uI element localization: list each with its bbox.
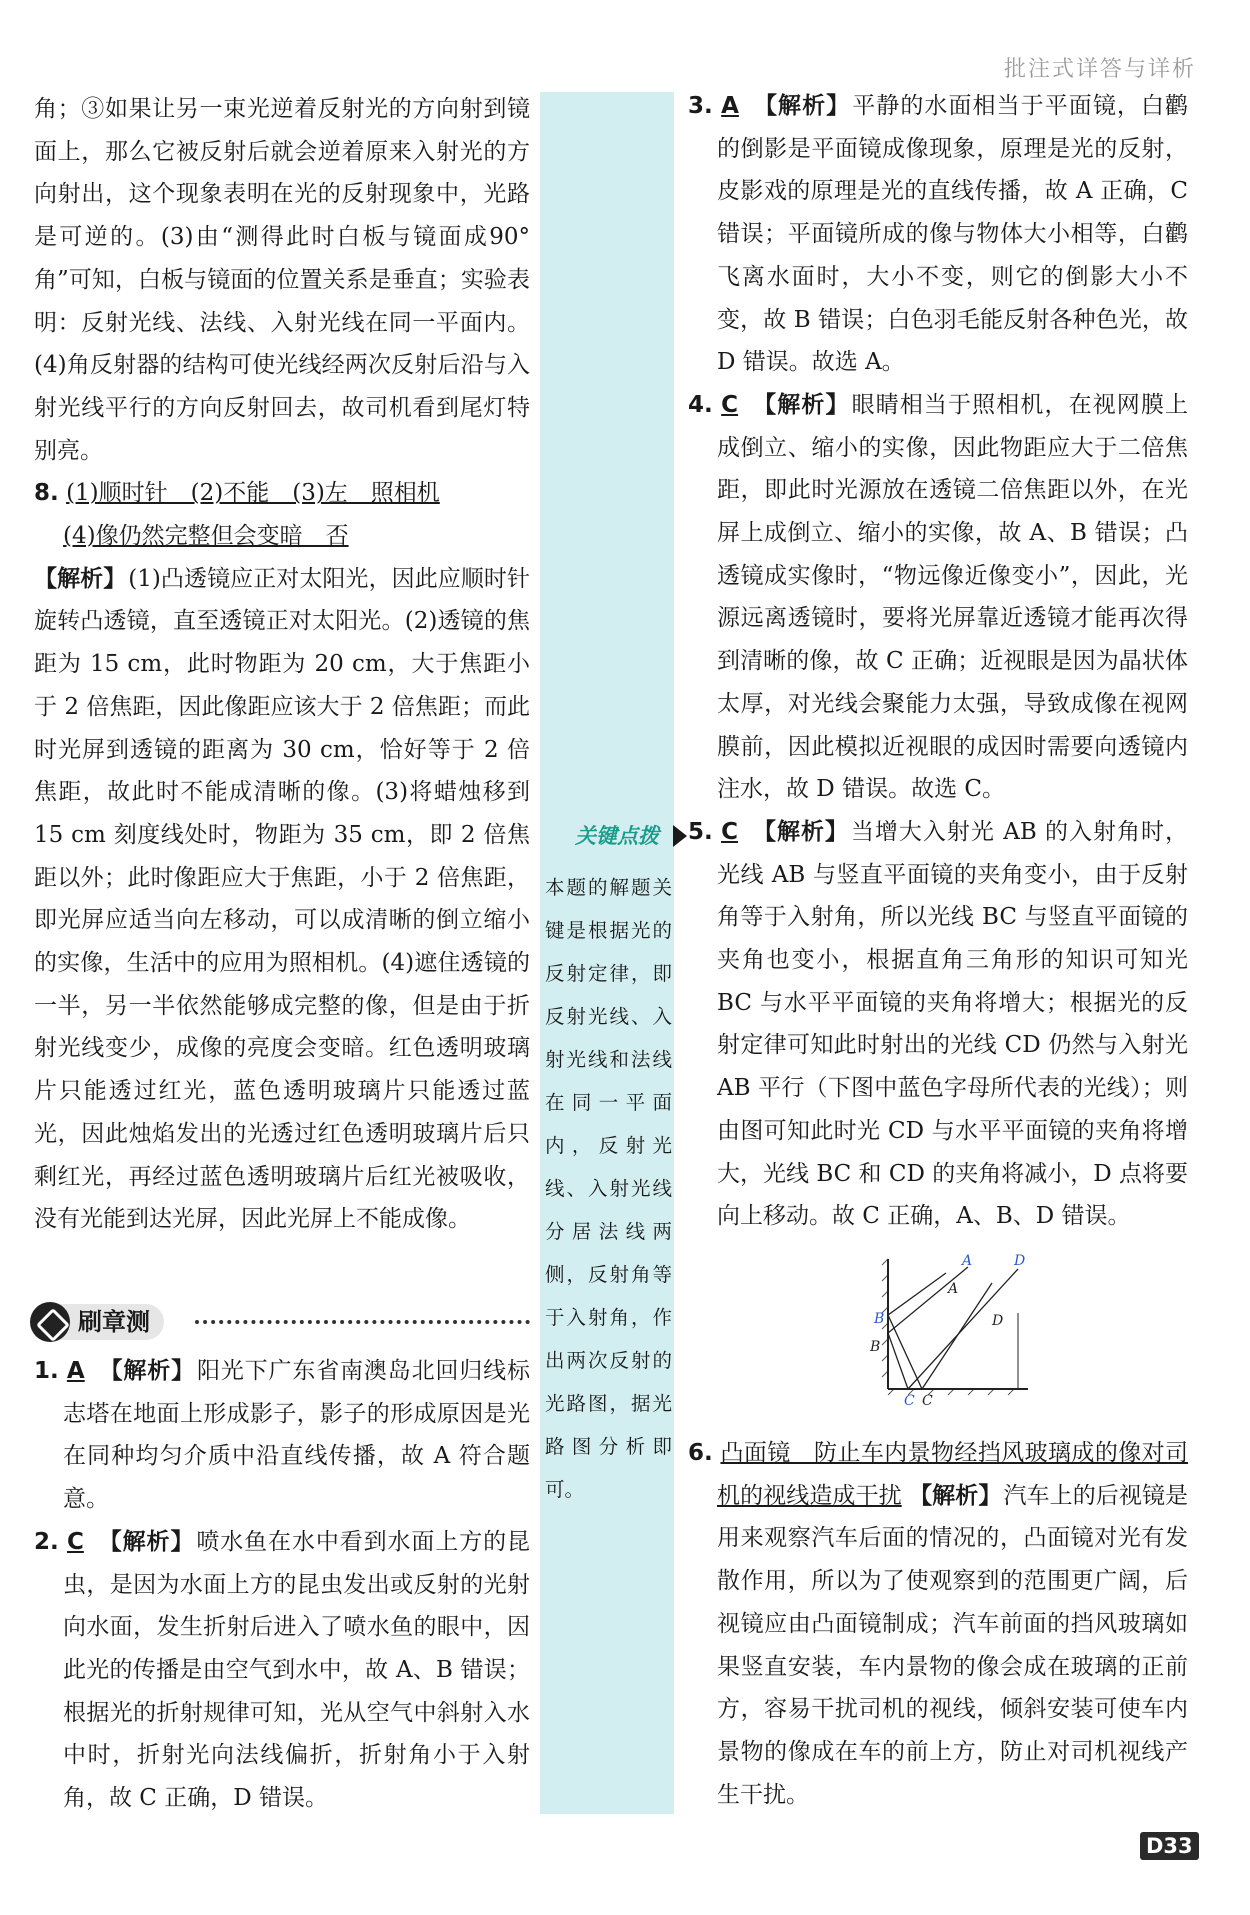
left-column-bottom (34, 1350, 530, 1820)
chapter-test-label: 刷章测 (58, 1304, 164, 1340)
tip-arrow-icon (673, 825, 687, 847)
label-C: C (922, 1393, 933, 1408)
label-A: A (948, 1281, 959, 1297)
dotted-divider (195, 1320, 530, 1324)
page-header: 批注式详答与详析 (1003, 57, 1196, 82)
chapter-test-heading (30, 1300, 530, 1346)
q5-item: 5. C 【解析】当增大入射光 AB 的入射角时，光线 AB 与竖直平面镜的夹角变小，由于反射角等于入射角，所以光线 BC 与竖直平面镜的夹角也变小，根据直角三角形的知识可知光 BC 与水平平面镜的夹角将增大；根据光的反射定律可知此时射出的光线 CD 仍然与入射光 AB 平行（下图中蓝色字母所代表的光线）；则由图可知此时光 CD 与水平平面镜的夹角将增大，光线 BC 和 CD 的夹角将减小，D 点将要向上移动。故 C 正确，A、B、D 错误。 (688, 818, 1189, 1230)
q8-answer: 8. (1)顺时针 (2)不能 (3)左 照相机 (4)像仍然完整但会变暗 否 (34, 480, 440, 550)
label-B-blue: B (874, 1311, 885, 1327)
q8-analysis: 【解析】(1)凸透镜应正对太阳光，因此应顺时针旋转凸透镜，直至透镜正对太阳光。(2)透镜的焦距为 15 cm，此时物距为 20 cm，大于焦距小于 2 倍焦距，因此像距应该大于 2 倍焦距；而此时光屏到透镜的距离为 30 cm，恰好等于 2 倍焦距，故此时不能成清晰的像。(3)将蜡烛移到 15 cm 刻度线处时，物距为 35 cm，即 2 倍焦距以外；此时像距应大于焦距，小于 2 倍焦距，即光屏应适当向左移动，可以成清晰的倒立缩小的实像，生活中的应用为照相机。(4)遮住透镜的一半，另一半依然能够成完整的像，但是由于折射光线变少，成像的亮度会变暗。红色透明玻璃片只能透过红光，蓝色透明玻璃片只能透过蓝光，因此烛焰发出的光透过红色透明玻璃片后只剩红光，再经过蓝色透明玻璃片后红光被吸收，没有光能到达光屏，因此光屏上不能成像。 (34, 565, 530, 1233)
tip-text: 本题的解题关键是根据光的反射定律，即反射光线、入射光线和法线在同一平面内，反射光线、入射光线分居法线两侧，反射角等于入射角，作出两次反射的光路图，据光路图分析即可。 (545, 876, 672, 1501)
q4-item: 4. C 【解析】眼睛相当于照相机，在视网膜上成倒立、缩小的实像，因此物距应大于二倍焦距，即此时光源放在透镜二倍焦距以外，在光屏上成倒立、缩小的实像，故 A、B 错误；凸透镜成实像时，“物远像近像变小”，因此，光源远离透镜时，要将光屏靠近透镜才能再次得到清晰的像，故 C 正确；近视眼是因为晶状体太厚，对光线会聚能力太强，导致成像在视网膜前，因此模拟近视眼的成因时需要向透镜内注水，故 D 错误。故选 C。 (688, 391, 1189, 803)
q3-item: 3. A 【解析】平静的水面相当于平面镜，白鹳的倒影是平面镜成像现象，原理是光的反射，皮影戏的原理是光的直线传播，故 A 正确，C 错误；平面镜所成的像与物体大小相等，白鹳飞离水面时，大小不变，则它的倒影大小不变，故 B 错误；白色羽毛能反射各种色光，故 D 错误。故选 A。 (688, 93, 1189, 376)
label-C-blue: C (904, 1393, 915, 1408)
q1-item: 1. A 【解析】阳光下广东省南澳岛北回归线标志塔在地面上形成影子，影子的形成原因是光在同种均匀介质中沿直线传播，故 A 符合题意。 (34, 1358, 531, 1513)
q7-continuation: 角；③如果让另一束光逆着反射光的方向射到镜面上，那么它被反射后就会逆着原来入射光的方向射出，这个现象表明在光的反射现象中，光路是可逆的。(3)由“测得此时白板与镜面成90°角”可知，白板与镜面的位置关系是垂直；实验表明：反射光线、法线、入射光线在同一平面内。(4)角反射器的结构可使光线经两次反射后沿与入射光线平行的方向反射回去，故司机看到尾灯特别亮。 (34, 96, 530, 464)
tip-title: 关键点拨 (575, 824, 659, 848)
label-A-blue: A (962, 1253, 973, 1269)
mirror-reflection-diagram (868, 1253, 1044, 1408)
q2-item: 2. C 【解析】喷水鱼在水中看到水面上方的昆虫，是因为水面上方的昆虫发出或反射的光射向水面，发生折射后进入了喷水鱼的眼中，因此光的传播是由空气到水中，故 A、B 错误；根据光的折射规律可知，光从空气中斜射入水中时，折射光向法线偏折，折射角小于入射角，故 C 正确，D 错误。 (34, 1528, 531, 1812)
left-column-top (34, 88, 530, 1241)
page-number: D33 (1140, 1832, 1199, 1860)
pencil-badge-icon (30, 1302, 70, 1342)
label-B: B (870, 1339, 881, 1355)
q6-item: 6. 凸面镜 防止车内景物经挡风玻璃成的像对司机的视线造成干扰 【解析】汽车上的后视镜是用来观察汽车后面的情况的，凸面镜对光有发散作用，所以为了使观察到的范围更广阔，后视镜应由凸面镜制成；汽车前面的挡风玻璃如果竖直安装，车内景物的像会成在玻璃的正前方，容易干扰司机的视线，倾斜安装可使车内景物的像成在车的前上方，防止对司机视线产生干扰。 (688, 1439, 1189, 1808)
right-column (688, 85, 1188, 1816)
label-D: D (992, 1313, 1004, 1329)
label-D-blue: D (1014, 1253, 1026, 1269)
